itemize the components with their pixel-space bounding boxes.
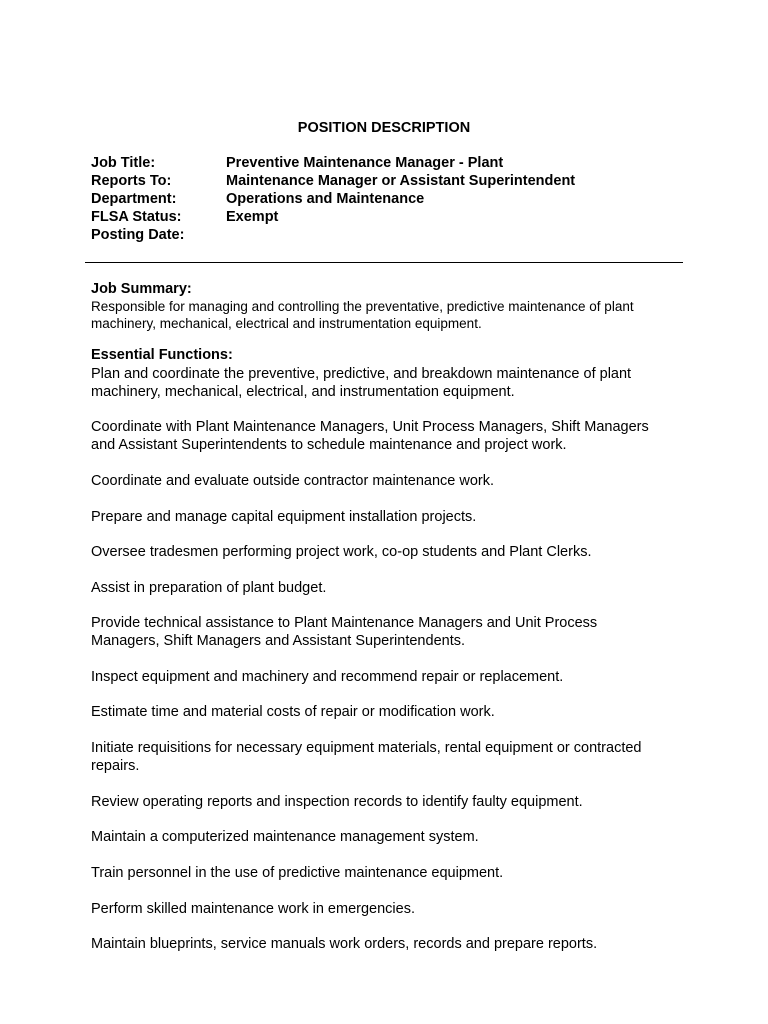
function-item — [91, 668, 691, 686]
function-line: Maintain blueprints, service manuals work orders, records and prepare reports. — [91, 936, 598, 952]
meta-label: Reports To: — [91, 173, 172, 189]
function-item — [91, 864, 691, 882]
function-line: Train personnel in the use of predictive maintenance equipment. — [91, 865, 504, 881]
function-line: Perform skilled maintenance work in emergencies. — [91, 901, 415, 917]
function-line: Review operating reports and inspection records to identify faulty equipment. — [91, 794, 583, 810]
meta-row-flsa-status — [91, 208, 575, 226]
position-metadata — [91, 154, 575, 244]
function-line: Prepare and manage capital equipment installation projects. — [91, 509, 477, 525]
function-line: Initiate requisitions for necessary equipment materials, rental equipment or contracted — [91, 740, 642, 756]
meta-label: FLSA Status: — [91, 209, 182, 225]
function-line: Managers, Shift Managers and Assistant Superintendents. — [91, 633, 465, 649]
function-line: Plan and coordinate the preventive, predictive, and breakdown maintenance of plant — [91, 366, 632, 382]
job-summary-heading: Job Summary: — [91, 281, 192, 297]
function-item — [91, 614, 691, 650]
essential-functions-heading: Essential Functions: — [91, 347, 233, 363]
function-line: Coordinate and evaluate outside contractor maintenance work. — [91, 473, 495, 489]
meta-label: Department: — [91, 191, 177, 207]
function-item — [91, 793, 691, 811]
meta-row-posting-date — [91, 226, 575, 244]
function-item — [91, 739, 691, 775]
function-item — [91, 418, 691, 454]
function-line: Coordinate with Plant Maintenance Managers, Unit Process Managers, Shift Managers — [91, 419, 649, 435]
meta-row-department — [91, 190, 575, 208]
job-summary-line: machinery, mechanical, electrical and instrumentation equipment. — [91, 316, 482, 331]
function-line: Estimate time and material costs of repair or modification work. — [91, 704, 495, 720]
function-line: Provide technical assistance to Plant Maintenance Managers and Unit Process — [91, 615, 598, 631]
job-summary-line: Responsible for managing and controlling the preventative, predictive maintenance of plant — [91, 299, 634, 314]
function-item — [91, 828, 691, 846]
function-line: machinery, mechanical, electrical, and instrumentation equipment. — [91, 384, 515, 400]
function-item — [91, 543, 691, 561]
function-item — [91, 935, 691, 953]
function-item — [91, 900, 691, 918]
function-item — [91, 579, 691, 597]
meta-row-job-title — [91, 154, 575, 172]
section-divider — [85, 262, 683, 263]
function-item — [91, 365, 691, 401]
meta-value: Operations and Maintenance — [226, 191, 425, 207]
function-item — [91, 508, 691, 526]
job-summary-section — [91, 281, 691, 332]
function-item — [91, 472, 691, 490]
meta-value: Preventive Maintenance Manager - Plant — [226, 155, 504, 171]
meta-value: Maintenance Manager or Assistant Superintendent — [226, 173, 576, 189]
meta-label: Job Title: — [91, 155, 156, 171]
function-line: repairs. — [91, 758, 140, 774]
function-line: Inspect equipment and machinery and recommend repair or replacement. — [91, 669, 564, 685]
function-line: Maintain a computerized maintenance management system. — [91, 829, 479, 845]
function-line: and Assistant Superintendents to schedule maintenance and project work. — [91, 437, 567, 453]
meta-row-reports-to — [91, 172, 575, 190]
meta-value: Exempt — [226, 209, 279, 225]
meta-label: Posting Date: — [91, 227, 185, 243]
function-item — [91, 703, 691, 721]
function-line: Assist in preparation of plant budget. — [91, 580, 327, 596]
document-title: POSITION DESCRIPTION — [297, 120, 471, 136]
function-line: Oversee tradesmen performing project work, co-op students and Plant Clerks. — [91, 544, 592, 560]
essential-functions-section — [91, 347, 691, 952]
